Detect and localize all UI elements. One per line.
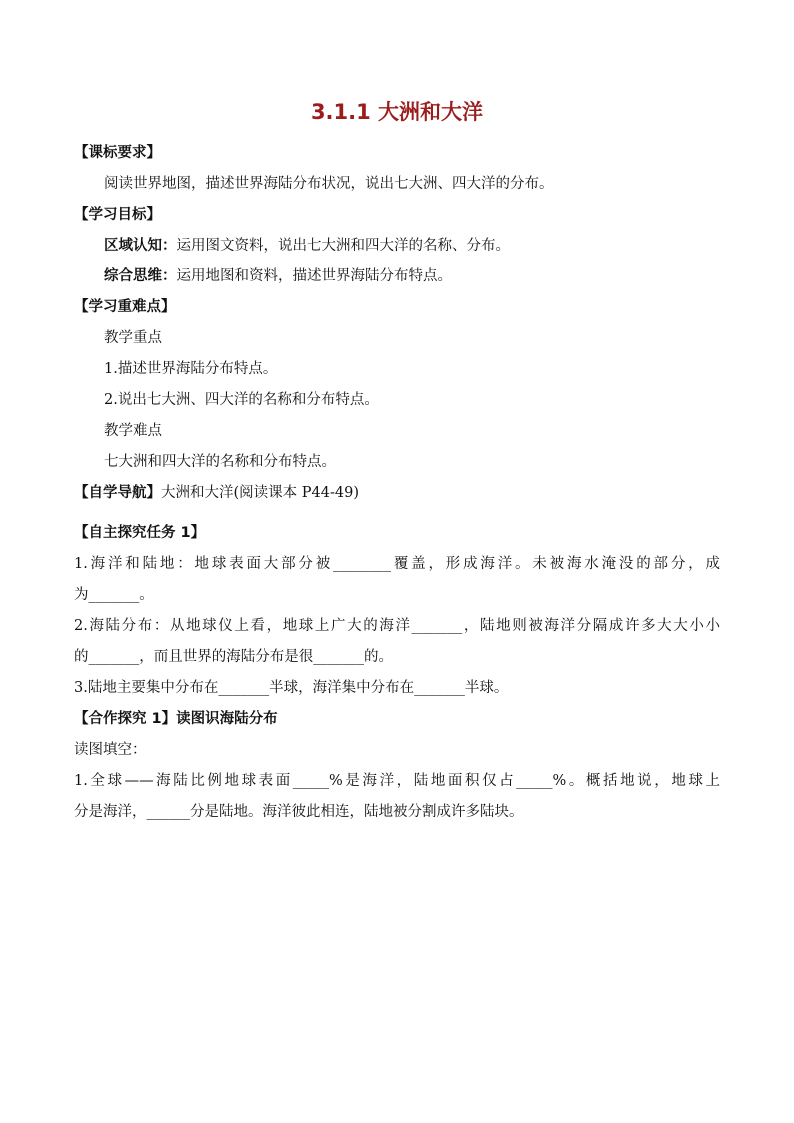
renwu1-q2-line1: 2.海陆分布：从地球仪上看，地球上广大的海洋_______，陆地则被海洋分隔成许多大大小小: [74, 618, 720, 634]
nandian-label: 教学难点: [104, 423, 162, 439]
renwu1-q2-line2: 的_______，而且世界的海陆分布是很_______的。: [74, 649, 393, 665]
kebiao-body: 阅读世界地图，描述世界海陆分布状况，说出七大洲、四大洋的分布。: [104, 176, 554, 192]
mubiao-item-1: [104, 236, 510, 256]
section-heading-renwu1: 【自主探究任务 1】: [74, 525, 206, 541]
mubiao-item-2: [104, 266, 452, 286]
section-heading-kebiao: 【课标要求】: [74, 145, 161, 161]
zhongdian-label: 教学重点: [104, 330, 162, 346]
renwu1-q1-line1: 1.海洋和陆地：地球表面大部分被________覆盖，形成海洋。未被海水淹没的部分，成: [74, 556, 720, 572]
mubiao-item-1-label: 区域认知：: [104, 238, 177, 254]
mubiao-item-2-label: 综合思维：: [104, 268, 177, 284]
zhongdian-item-1: 1.描述世界海陆分布特点。: [104, 361, 278, 377]
nandian-item-1: 七大洲和四大洋的名称和分布特点。: [104, 454, 336, 470]
renwu1-q1-line2: 为_______。: [74, 587, 154, 603]
hezuo1-intro: 读图填空：: [74, 742, 147, 758]
section-heading-zixue: 【自学导航】: [74, 485, 161, 501]
mubiao-item-2-text: 运用地图和资料，描述世界海陆分布特点。: [176, 268, 452, 284]
zhongdian-item-2: 2.说出七大洲、四大洋的名称和分布特点。: [104, 392, 379, 408]
hezuo1-q1-line1: 1.全球——海陆比例地球表面_____%是海洋，陆地面积仅占_____%。概括地说，地球上: [74, 773, 720, 789]
zixue-line: [74, 483, 359, 503]
mubiao-item-1-text: 运用图文资料，说出七大洲和四大洋的名称、分布。: [176, 238, 510, 254]
renwu1-q3: 3.陆地主要集中分布在_______半球，海洋集中分布在_______半球。: [74, 680, 509, 696]
section-heading-hezuo1: 【合作探究 1】读图识海陆分布: [74, 711, 278, 727]
section-heading-mubiao: 【学习目标】: [74, 207, 161, 223]
page-title: 3.1.1 大洲和大洋: [310, 100, 484, 124]
section-heading-zhongnandian: 【学习重难点】: [74, 299, 176, 315]
hezuo1-q1-line2: 分是海洋，______分是陆地。海洋彼此相连，陆地被分割成许多陆块。: [74, 804, 524, 820]
zixue-text: 大洲和大洋(阅读课本 P44-49): [161, 485, 359, 501]
